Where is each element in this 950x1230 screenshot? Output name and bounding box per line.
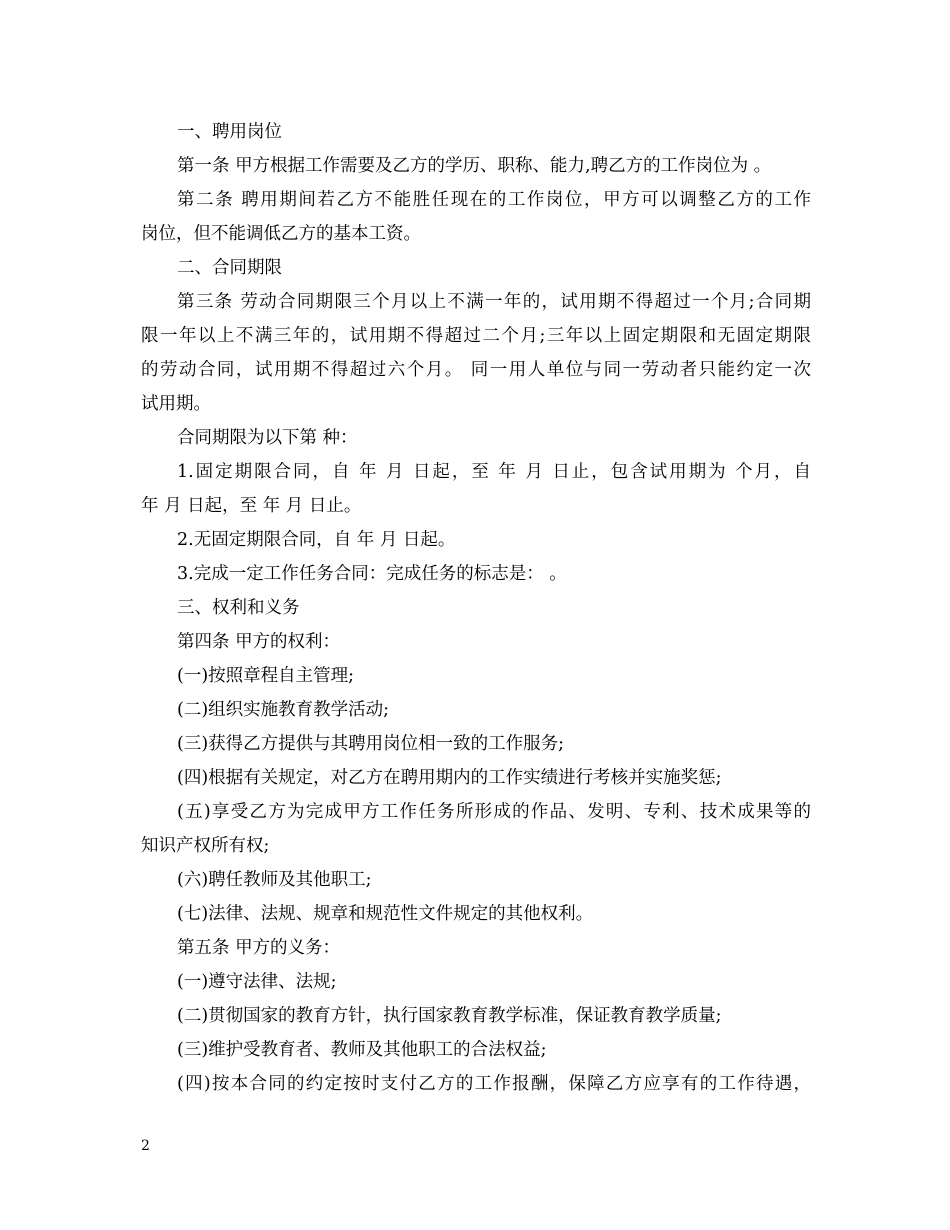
text-line: 第一条 甲方根据工作需要及乙方的学历、职称、能力,聘乙方的工作岗位为 。 <box>177 156 772 176</box>
text-line: 第二条 聘用期间若乙方不能胜任现在的工作岗位，甲方可以调整乙方的工作 <box>177 190 811 210</box>
document-body <box>141 115 811 1101</box>
text-line: 岗位，但不能调低乙方的基本工资。 <box>141 224 421 244</box>
text-line: (五)享受乙方为完成甲方工作任务所形成的作品、发明、专利、技术成果等的 <box>177 802 811 822</box>
text-line: (二)组织实施教育教学活动; <box>177 700 390 720</box>
page-number: 2 <box>141 1138 150 1154</box>
text-line: 2.无固定期限合同，自 年 月 日起。 <box>177 530 456 550</box>
text-line: 第五条 甲方的义务： <box>177 938 341 958</box>
text-line: 第四条 甲方的权利： <box>177 632 341 652</box>
text-line: 三、权利和义务 <box>177 598 300 618</box>
text-line: 合同期限为以下第 种： <box>177 428 358 448</box>
text-line: (三)获得乙方提供与其聘用岗位相一致的工作服务; <box>177 734 565 754</box>
text-line: 一、聘用岗位 <box>177 122 282 142</box>
text-line: 试用期。 <box>141 394 211 414</box>
text-line: 限一年以上不满三年的，试用期不得超过二个月;三年以上固定期限和无固定期限 <box>141 326 811 346</box>
text-line: 二、合同期限 <box>177 258 282 278</box>
text-line: (一)按照章程自主管理; <box>177 666 355 686</box>
text-line: (七)法律、法规、规章和规范性文件规定的其他权利。 <box>177 904 594 924</box>
text-line: (六)聘任教师及其他职工; <box>177 870 372 890</box>
text-line: 3.完成一定工作任务合同：完成任务的标志是： 。 <box>177 564 567 584</box>
text-line: (一)遵守法律、法规; <box>177 972 337 992</box>
text-line: (四)按本合同的约定按时支付乙方的工作报酬，保障乙方应享有的工作待遇， <box>177 1074 811 1094</box>
text-line: 第三条 劳动合同期限三个月以上不满一年的，试用期不得超过一个月;合同期 <box>177 292 811 312</box>
text-line: (二)贯彻国家的教育方针，执行国家教育教学标准，保证教育教学质量; <box>177 1006 722 1026</box>
text-line: 1.固定期限合同，自 年 月 日起，至 年 月 日止，包含试用期为 个月，自 <box>177 462 811 482</box>
text-line: 的劳动合同，试用期不得超过六个月。 同一用人单位与同一劳动者只能约定一次 <box>141 360 811 380</box>
text-line: 知识产权所有权; <box>141 836 270 856</box>
text-line: (三)维护受教育者、教师及其他职工的合法权益; <box>177 1040 547 1060</box>
text-line: (四)根据有关规定，对乙方在聘用期内的工作实绩进行考核并实施奖惩; <box>177 768 722 788</box>
text-line: 年 月 日起，至 年 月 日止。 <box>141 496 362 516</box>
